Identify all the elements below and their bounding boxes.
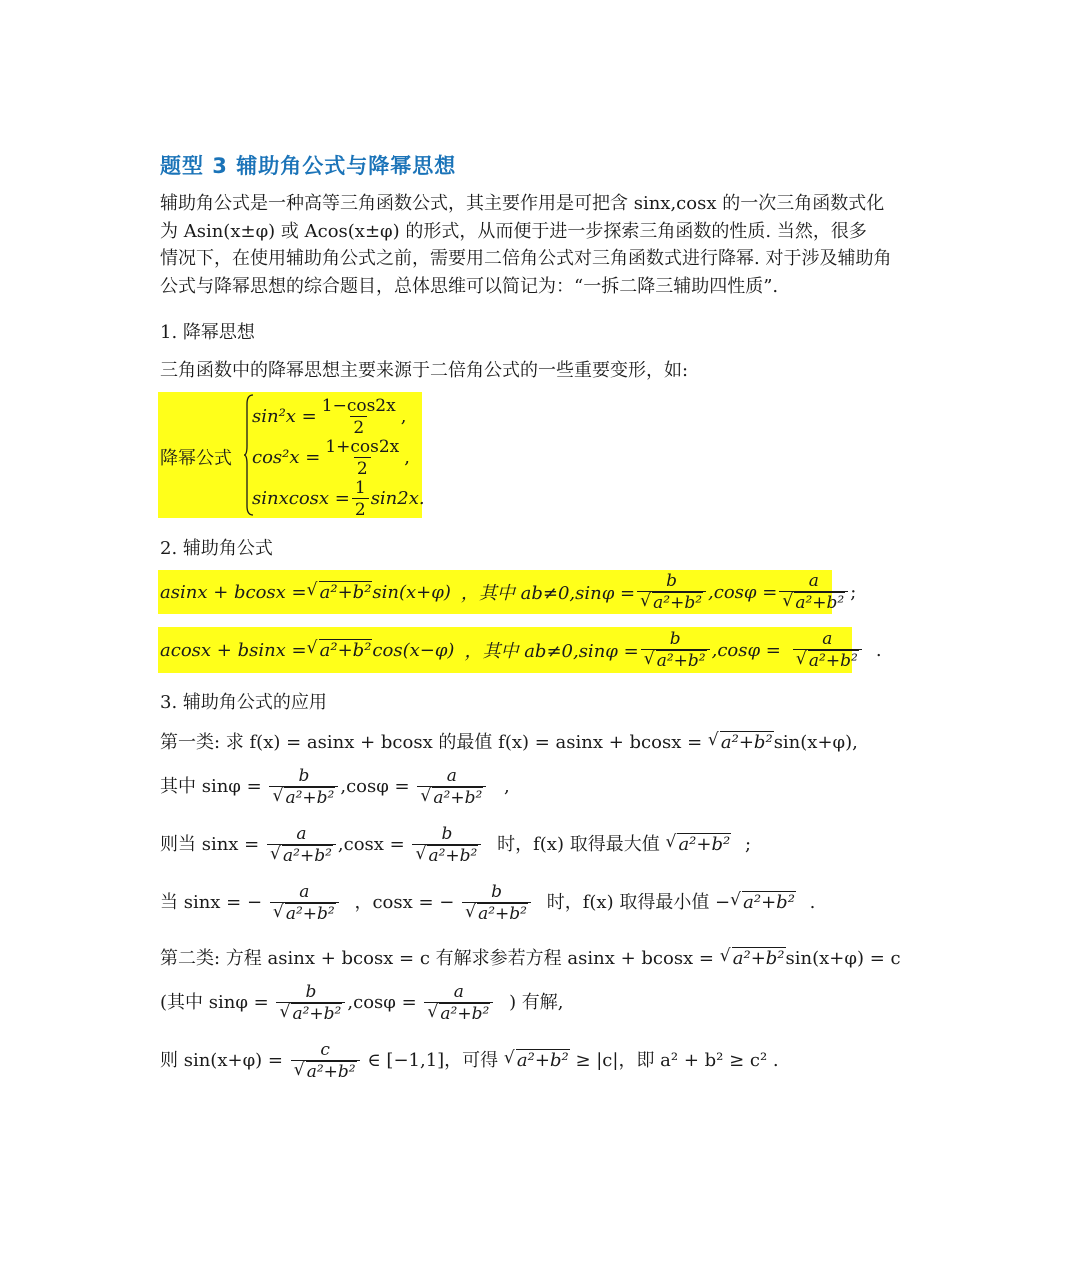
intro-line-2: 为 Asin(x±φ) 或 Acos(x±φ) 的形式，从而便于进一步探索三角函数的性质. 当然，很多 <box>160 220 867 242</box>
intro-line-4: 公式与降幂思想的综合题目，总体思维可以简记为：“一拆二降三辅助四性质”. <box>160 275 779 297</box>
fraction: b √ a²+b² <box>276 982 345 1024</box>
fraction: a √ a²+b² <box>417 766 486 808</box>
fraction: a √ a²+b² <box>779 571 848 613</box>
power-reduction-box <box>158 392 425 520</box>
page-title: 题型 3 辅助角公式与降幂思想 <box>160 154 457 178</box>
fraction: $\frac{1-\cos 2x}{2}$ <box>321 395 396 438</box>
fraction: b √ a²+b² <box>269 766 338 808</box>
aux-formula-cos-box: acosx + bsinx = √ a²+b² cos(x−φ) ，其中 ab≠0,sinφ = b √ a²+b² ,cosφ = a √ a²+b² . <box>158 627 852 673</box>
case-2-conclusion-line: 则 sin(x+φ) = c √ a²+b² ∈ [−1,1]，可得 √ a²+b² ≥ |c|，即 a² + b² ≥ c² . <box>160 1040 779 1082</box>
fraction: c √ a²+b² <box>291 1040 360 1082</box>
aux-formula-sin-box: asinx + bcosx = √ a²+b² sin(x+φ) ，其中 ab≠0,sinφ = b √ a²+b² ,cosφ = a √ a²+b² ; <box>158 570 832 614</box>
eq-sin-cos: sinxcosx = $\frac{1}{2}$ sin2x. <box>252 477 425 520</box>
section-1-lead: 三角函数中的降幂思想主要来源于二倍角公式的一些重要变形，如: <box>160 360 689 381</box>
section-1-heading: 1. 降幂思想 <box>160 322 255 343</box>
sqrt: √ a²+b² <box>720 948 786 969</box>
sqrt: √ a²+b² <box>504 1050 570 1071</box>
fraction: a √ a²+b² <box>424 982 493 1024</box>
power-reduction-label: 降幂公式 <box>160 448 232 469</box>
sqrt: √ a²+b² <box>307 640 373 661</box>
fraction: a √ a²+b² <box>793 629 862 671</box>
sqrt: √ a²+b² <box>665 834 731 855</box>
fraction: $\frac{1+\cos 2x}{2}$ <box>325 436 400 479</box>
case-1-max-line: 则当 sinx = a √ a²+b² ,cosx = b √ a²+b² 时，f(x) 取得最大值 √ a²+b² ; <box>160 824 751 866</box>
case-1-where-line: 其中 sinφ = b √ a²+b² ,cosφ = a √ a²+b² , <box>160 766 510 808</box>
case-2-line: 第二类: 方程 asinx + bcosx = c 有解求参若方程 asinx + bcosx = √ a²+b²sin(x+φ) = c <box>160 944 901 970</box>
fraction: b √ a²+b² <box>637 571 706 613</box>
power-reduction-equations <box>252 396 425 519</box>
sqrt: √ a²+b² <box>708 732 774 753</box>
section-3-heading: 3. 辅助角公式的应用 <box>160 692 327 713</box>
fraction: b √ a²+b² <box>412 824 481 866</box>
fraction: b √ a²+b² <box>462 882 531 924</box>
section-2-heading: 2. 辅助角公式 <box>160 538 273 559</box>
sqrt: √ a²+b² <box>730 892 796 913</box>
eq-cos-squared: cos²x = $\frac{1+\cos 2x}{2}$ , <box>252 436 411 479</box>
intro-paragraph <box>160 190 930 300</box>
intro-line-3: 情况下，在使用辅助角公式之前，需要用二倍角公式对三角函数式进行降幂. 对于涉及辅助角 <box>160 248 892 269</box>
sqrt: √ a²+b² <box>307 582 373 603</box>
eq-sin-squared: sin²x = $\frac{1-\cos 2x}{2}$ , <box>252 395 407 438</box>
fraction: a √ a²+b² <box>270 882 339 924</box>
case-1-min-line: 当 sinx = − a √ a²+b² ，cosx = − b √ a²+b² 时，f(x) 取得最小值 −√ a²+b² . <box>160 882 815 924</box>
fraction: b √ a²+b² <box>641 629 710 671</box>
fraction: a √ a²+b² <box>267 824 336 866</box>
case-1-line: 第一类: 求 f(x) = asinx + bcosx 的最值 f(x) = asinx + bcosx = √ a²+b²sin(x+φ), <box>160 728 858 754</box>
case-2-where-line: (其中 sinφ = b √ a²+b² ,cosφ = a √ a²+b² ) 有解, <box>160 982 564 1024</box>
fraction: $\frac{1}{2}$ <box>352 478 369 520</box>
intro-line-1: 辅助角公式是一种高等三角函数公式，其主要作用是可把含 sinx,cosx 的一次三角函数式化 <box>160 193 885 214</box>
